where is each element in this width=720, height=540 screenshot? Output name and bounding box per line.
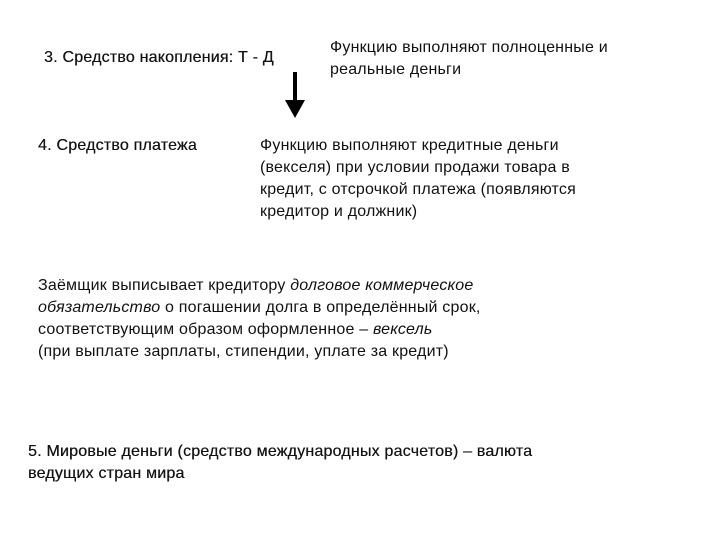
note-line [38, 319, 658, 341]
item-4-description-line: Функцию выполняют кредитные деньги [260, 137, 559, 154]
item-3-label: 3. Средство накопления: Т - Д [44, 49, 274, 66]
item-4-description [260, 135, 680, 223]
item-3-description-line: Функцию выполняют полноценные и [330, 39, 608, 56]
item-4-label: 4. Средство платежа [38, 137, 197, 154]
note-italic-term: обязательство [38, 299, 161, 316]
item-4-description-line: кредитор и должник) [260, 203, 418, 220]
note-text: о погашении долга в определённый срок, [160, 299, 481, 316]
note-italic-term: долговое коммерческое [290, 277, 474, 294]
item-4-description-line: кредит, с отсрочкой платежа (появляются [260, 181, 576, 198]
note-text: соответствующим образом оформленное – [38, 321, 373, 338]
note-line [38, 297, 658, 319]
item-5-line: ведущих стран мира [28, 465, 185, 482]
item-3-description-line: реальные деньги [330, 61, 462, 78]
note-line [38, 275, 658, 297]
note-line: (при выплате зарплаты, стипендии, уплате за кредит) [38, 343, 449, 360]
item-5-line: 5. Мировые деньги (средство международных расчетов) – валюта [28, 443, 533, 460]
item-3-description [330, 37, 690, 81]
item-5-world-money [28, 441, 688, 485]
note-italic-term: вексель [372, 321, 433, 338]
note-text: Заёмщик выписывает кредитору [38, 277, 291, 294]
promissory-note-explanation [38, 275, 658, 363]
down-arrow-icon [283, 72, 307, 120]
item-4-description-line: (векселя) при условии продажи товара в [260, 159, 570, 176]
